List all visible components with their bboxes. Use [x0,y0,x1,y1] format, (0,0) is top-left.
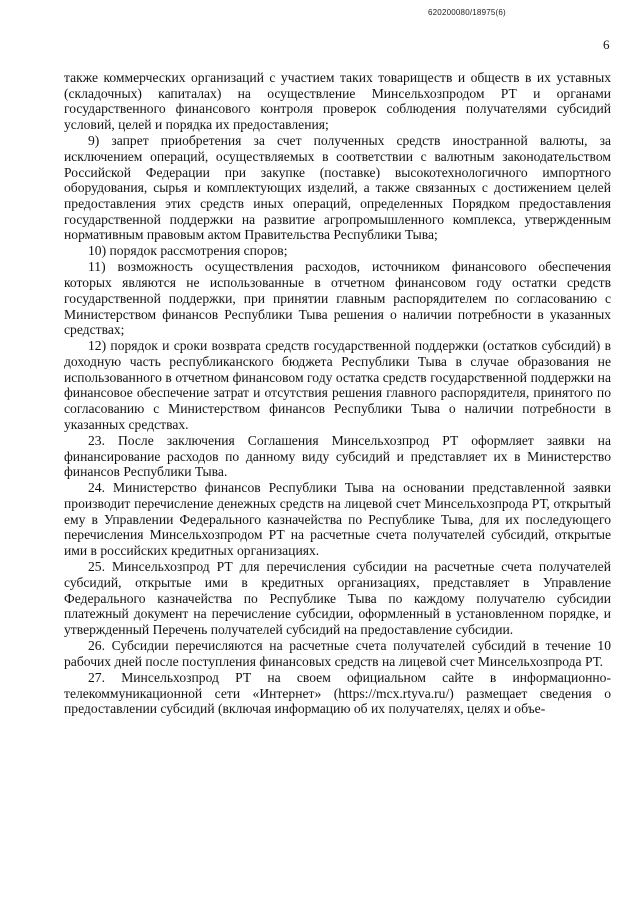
paragraph-clause-25: 25. Минсельхозпрод РТ для перечисления субсидии на расчетные счета получателей субсидий, открытые ими в кредитных организациях, представляет в Управление Федерального казначейства по Республике Тыва по каждому получателю субсидии платежный документ на перечисление субсидии, оформленный в установленном порядке, и утвержденный Перечень получателей субсидий на предоставление субсидии. [64,559,611,638]
document-id: 620200080/18975(6) [428,8,506,17]
paragraph-item-12: 12) порядок и сроки возврата средств государственной поддержки (остатков субсидий) в доходную часть республиканского бюджета Республики Тыва в случае образования не использованного в отчетном финансовом году остатка средств государственной поддержки на финансовое обеспечение затрат и отсутствия решения главного распорядителя, принятого по согласованию с Министерством финансов Республики Тыва о наличии потребности в указанных средствах. [64,338,611,432]
paragraph-clause-24: 24. Министерство финансов Республики Тыва на основании представленной заявки производит перечисление денежных средств на лицевой счет Минсельхозпрода РТ, открытый ему в Управлении Федерального казначейства по Республике Тыва, для их последующего перечисления Минсельхозпродом РТ на расчетные счета получателей субсидий, открытые ими в российских кредитных организациях. [64,480,611,559]
paragraph-clause-26: 26. Субсидии перечисляются на расчетные счета получателей субсидий в течение 10 рабочих дней после поступления финансовых средств на лицевой счет Минсельхозпрода РТ. [64,638,611,669]
paragraph-continuation: также коммерческих организаций с участием таких товариществ и обществ в их уставных (складочных) капиталах) на осуществление Минсельхозпродом РТ и органами государственного финансового контроля проверок соблюдения получателями субсидий условий, целей и порядка их предоставления; [64,70,611,133]
paragraph-item-10: 10) порядок рассмотрения споров; [88,243,288,259]
paragraph-item-11: 11) возможность осуществления расходов, источником финансового обеспечения которых являются не использованные в отчетном финансовом году остатки средств государственной поддержки, при принятии главным распорядителем по согласованию с Министерством финансов Республики Тыва решения о наличии потребности в указанных средствах; [64,259,611,338]
document-body [64,70,611,717]
paragraph-item-9: 9) запрет приобретения за счет полученных средств иностранной валюты, за исключением операций, осуществляемых в соответствии с валютным законодательством Российской Федерации при закупке (поставке) высокотехнологичного импортного оборудования, сырья и комплектующих изделий, а также связанных с достижением целей предоставления этих средств иных операций, определенных Порядком предоставления государственной поддержки на развитие агропромышленного комплекса, утвержденным нормативным правовым актом Правительства Республики Тыва; [64,133,611,243]
paragraph-clause-27: 27. Минсельхозпрод РТ на своем официальном сайте в информационно-телекоммуникационной сети «Интернет» (https://mcx.rtyva.ru/) размещает сведения о предоставлении субсидий (включая информацию об их получателях, целях и объе- [64,669,611,717]
page-number: 6 [603,37,610,52]
paragraph-clause-23: 23. После заключения Соглашения Минсельхозпрод РТ оформляет заявки на финансирование расходов по данному виду субсидий и представляет их в Министерство финансов Республики Тыва. [64,432,611,480]
